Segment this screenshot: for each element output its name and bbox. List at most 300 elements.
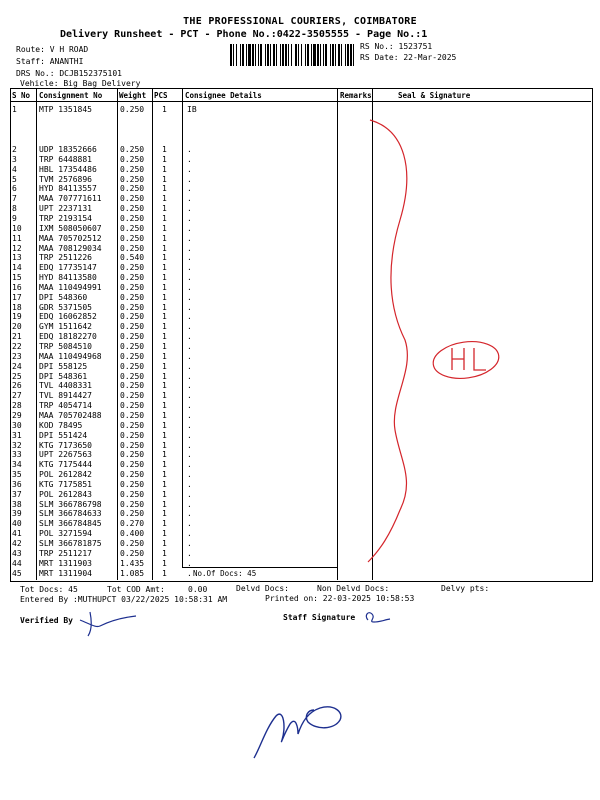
row-pcs: 1 xyxy=(162,233,167,243)
barcode-bar xyxy=(291,44,292,66)
row-weight: 0.250 xyxy=(120,174,145,184)
row-pcs: 1 xyxy=(162,253,167,263)
row-pcs: 1 xyxy=(162,361,167,371)
consignment-no: POL 3271594 xyxy=(39,529,92,539)
consignee-details: . xyxy=(187,489,192,499)
row-sno: 39 xyxy=(12,509,22,519)
barcode-bar xyxy=(330,44,331,66)
row-pcs: 1 xyxy=(162,292,167,302)
barcode-bar xyxy=(347,44,349,66)
row-sno: 10 xyxy=(12,223,22,233)
col-weight: Weight xyxy=(119,91,147,100)
row-weight: 0.250 xyxy=(120,548,145,558)
row-sno: 41 xyxy=(12,529,22,539)
row-sno: 5 xyxy=(12,174,17,184)
table-row xyxy=(0,263,600,273)
consignment-no: POL 2612843 xyxy=(39,489,92,499)
consignee-details: . xyxy=(187,292,192,302)
consignment-no: TRP 2511217 xyxy=(39,548,92,558)
table-row xyxy=(0,549,600,559)
row-pcs: 1 xyxy=(162,479,167,489)
consignee-details: . xyxy=(187,539,192,548)
row-sno: 6 xyxy=(12,184,17,194)
row-sno: 43 xyxy=(12,548,22,558)
consignment-no: GYM 1511642 xyxy=(39,322,92,332)
consignment-no: KOD 78495 xyxy=(39,420,83,430)
consignee-details: . xyxy=(187,509,192,519)
row-pcs: 1 xyxy=(162,204,167,214)
table-row xyxy=(0,312,600,322)
barcode-bar xyxy=(295,44,297,66)
row-weight: 0.250 xyxy=(120,410,145,420)
row-weight: 0.250 xyxy=(120,282,145,292)
consignment-no: EDQ 17735147 xyxy=(39,263,97,273)
consignee-details: . xyxy=(187,263,192,273)
barcode-bar xyxy=(323,44,324,66)
table-row xyxy=(0,509,600,519)
row-pcs: 1 xyxy=(162,460,167,470)
barcode-bar xyxy=(233,44,234,66)
table-row xyxy=(0,303,600,313)
row-pcs: 1 xyxy=(162,539,167,548)
consignee-details: . xyxy=(187,558,192,568)
consignee-details: . xyxy=(187,302,192,312)
row-weight: 0.250 xyxy=(120,440,145,450)
consignment-no: SLM 366781875 xyxy=(39,539,102,548)
table-row xyxy=(0,391,600,401)
table-row xyxy=(0,283,600,293)
row-weight: 0.250 xyxy=(120,164,145,174)
table-row xyxy=(0,214,600,224)
row-pcs: 1 xyxy=(162,391,167,401)
consignee-details: . xyxy=(187,529,192,539)
barcode-bar xyxy=(301,44,302,66)
barcode-bar xyxy=(307,44,309,66)
row-pcs: 1 xyxy=(162,548,167,558)
consignment-no: MAA 708129034 xyxy=(39,243,102,253)
row-weight: 0.250 xyxy=(120,233,145,243)
table-row xyxy=(0,194,600,204)
barcode-bar xyxy=(345,44,346,66)
row-sno: 20 xyxy=(12,322,22,332)
table-row xyxy=(0,362,600,372)
barcode-bar xyxy=(246,44,247,66)
consignment-no: HYD 84113557 xyxy=(39,184,97,194)
delvd-docs: Delvd Docs: xyxy=(236,584,289,593)
table-row xyxy=(0,529,600,539)
row-sno: 33 xyxy=(12,450,22,460)
row-weight: 0.250 xyxy=(120,450,145,460)
row-weight: 0.250 xyxy=(120,154,145,164)
row-weight: 0.250 xyxy=(120,243,145,253)
table-row xyxy=(0,569,600,579)
consignment-no: TVL 4408331 xyxy=(39,381,92,391)
consignee-details: . xyxy=(187,174,192,184)
row-pcs: 1 xyxy=(162,263,167,273)
row-weight: 0.250 xyxy=(120,509,145,519)
table-row xyxy=(0,204,600,214)
row-sno: 35 xyxy=(12,470,22,480)
consignee-details: . xyxy=(187,223,192,233)
row-weight: 0.250 xyxy=(120,312,145,322)
table-row xyxy=(0,155,600,165)
rs-date: RS Date: 22-Mar-2025 xyxy=(360,53,457,62)
barcode-bar xyxy=(240,44,241,66)
table-row xyxy=(0,244,600,254)
consignment-no: DPI 558125 xyxy=(39,361,88,371)
table-row xyxy=(0,175,600,185)
consignee-details: . xyxy=(187,401,192,411)
consignee-details: . xyxy=(187,184,192,194)
row-sno: 36 xyxy=(12,479,22,489)
row-pcs: 1 xyxy=(162,273,167,283)
consignee-details: . xyxy=(187,322,192,332)
consignee-details: . xyxy=(187,410,192,420)
consignee-details: . xyxy=(187,204,192,214)
table-row xyxy=(0,273,600,283)
row-weight: 0.250 xyxy=(120,479,145,489)
table-row xyxy=(0,441,600,451)
row-weight: 0.270 xyxy=(120,519,145,529)
consignee-details: . xyxy=(187,450,192,460)
tot-docs: Tot Docs: 45 xyxy=(20,585,78,594)
table-row xyxy=(0,342,600,352)
row-pcs: 1 xyxy=(162,145,167,154)
row-pcs: 1 xyxy=(162,154,167,164)
row-weight: 0.250 xyxy=(120,184,145,194)
delvy-pts: Delvy pts: xyxy=(441,584,490,593)
row-sno: 13 xyxy=(12,253,22,263)
row-pcs: 1 xyxy=(162,529,167,539)
table-row xyxy=(0,490,600,500)
barcode-bar xyxy=(267,44,269,66)
barcode-bar xyxy=(325,44,327,66)
row-weight: 0.250 xyxy=(120,194,145,204)
consignment-no: SLM 366784633 xyxy=(39,509,102,519)
row-sno: 45 xyxy=(12,568,22,578)
consignment-no: DPI 548360 xyxy=(39,292,88,302)
row-pcs: 1 xyxy=(162,410,167,420)
barcode-bar xyxy=(311,44,312,66)
barcode-bar xyxy=(260,44,262,66)
consignee-details: . xyxy=(187,312,192,322)
table-row xyxy=(0,322,600,332)
route-label: Route: V H ROAD xyxy=(16,45,89,54)
vehicle-label: Vehicle: Big Bag Delivery xyxy=(20,79,141,88)
table-row xyxy=(0,519,600,529)
consignee-details: . xyxy=(187,164,192,174)
row-sno: 1 xyxy=(12,105,17,114)
consignee-details: . xyxy=(187,381,192,391)
staff-signature xyxy=(362,606,392,626)
row-sno: 3 xyxy=(12,154,17,164)
row-pcs: 1 xyxy=(162,243,167,253)
row-weight: 0.250 xyxy=(120,460,145,470)
table-row xyxy=(0,293,600,303)
consignment-no: SLM 366786798 xyxy=(39,499,102,509)
row-pcs: 1 xyxy=(162,558,167,568)
consignment-no: UPT 2237131 xyxy=(39,204,92,214)
barcode-bar xyxy=(317,44,319,66)
no-of-docs: No.Of Docs: 45 xyxy=(193,569,257,578)
row-weight: 0.250 xyxy=(120,223,145,233)
row-weight: 0.250 xyxy=(120,263,145,273)
barcode-bar xyxy=(313,44,316,66)
row-weight: 0.250 xyxy=(120,371,145,381)
consignee-details: . xyxy=(187,430,192,440)
row-pcs: 1 xyxy=(162,519,167,529)
consignee-details: . xyxy=(187,154,192,164)
runsheet-subtitle: Delivery Runsheet - PCT - Phone No.:0422-3505555 - Page No.:1 xyxy=(60,29,428,40)
table-row xyxy=(0,165,600,175)
non-delvd-docs: Non Delvd Docs: xyxy=(317,584,390,593)
row-weight: 0.250 xyxy=(120,292,145,302)
row-sno: 24 xyxy=(12,361,22,371)
row-pcs: 1 xyxy=(162,322,167,332)
barcode-bar xyxy=(335,44,336,66)
table-row xyxy=(0,184,600,194)
row-sno: 11 xyxy=(12,233,22,243)
row-weight: 0.250 xyxy=(120,361,145,371)
table-row xyxy=(0,411,600,421)
table-row xyxy=(0,224,600,234)
row-sno: 4 xyxy=(12,164,17,174)
staff-label: Staff: ANANTHI xyxy=(16,57,84,66)
row-sno: 23 xyxy=(12,351,22,361)
row-sno: 16 xyxy=(12,282,22,292)
row-sno: 40 xyxy=(12,519,22,529)
row-weight: 0.400 xyxy=(120,529,145,539)
red-initials-stamp xyxy=(430,338,502,382)
row-sno: 18 xyxy=(12,302,22,312)
tot-cod-value: 0.00 xyxy=(188,585,208,594)
row-weight: 1.435 xyxy=(120,558,145,568)
barcode-bar xyxy=(282,44,284,66)
table-row xyxy=(0,381,600,391)
bottom-signature xyxy=(250,688,350,768)
staff-signature-label: Staff Signature xyxy=(283,613,356,622)
row-pcs: 1 xyxy=(162,332,167,342)
tot-cod-label: Tot COD Amt: xyxy=(107,585,165,594)
barcode-bar xyxy=(265,44,266,66)
consignment-no: TVL 8914427 xyxy=(39,391,92,401)
row-pcs: 1 xyxy=(162,420,167,430)
consignee-details: . xyxy=(187,351,192,361)
table-row xyxy=(0,450,600,460)
consignee-details: . xyxy=(187,253,192,263)
table-row xyxy=(0,234,600,244)
barcode-bar xyxy=(305,44,306,66)
consignee-details: . xyxy=(187,519,192,529)
table-row xyxy=(0,145,600,155)
row-sno: 38 xyxy=(12,499,22,509)
table-row xyxy=(0,332,600,342)
consignment-no: MAA 705702512 xyxy=(39,233,102,243)
consignment-no: KTG 7175851 xyxy=(39,479,92,489)
row-sno: 7 xyxy=(12,194,17,204)
consignment-no: MTP 1351845 xyxy=(39,105,92,114)
consignment-no: UDP 18352666 xyxy=(39,145,97,154)
consignment-no: HBL 17354486 xyxy=(39,164,97,174)
barcode-bar xyxy=(230,44,232,66)
consignment-no: KTG 7175444 xyxy=(39,460,92,470)
col-consignment: Consignment No xyxy=(39,91,103,100)
table-row xyxy=(0,539,600,549)
row-pcs: 1 xyxy=(162,499,167,509)
consignment-no: TVM 2576896 xyxy=(39,174,92,184)
consignee-details: . xyxy=(187,282,192,292)
col-pcs: PCS xyxy=(154,91,168,100)
consignment-no: MAA 110494991 xyxy=(39,282,102,292)
row-weight: 0.250 xyxy=(120,332,145,342)
table-row xyxy=(0,559,600,569)
row-weight: 0.250 xyxy=(120,489,145,499)
verified-signature xyxy=(78,608,138,640)
consignee-details: . xyxy=(187,342,192,351)
header-divider xyxy=(10,101,591,102)
consignee-details: . xyxy=(187,499,192,509)
consignment-no: TRP 4054714 xyxy=(39,401,92,411)
consignee-details: . xyxy=(187,479,192,489)
consignment-no: MAA 705702488 xyxy=(39,410,102,420)
row-pcs: 1 xyxy=(162,371,167,381)
barcode-bar xyxy=(242,44,244,66)
table-row xyxy=(0,421,600,431)
barcode-bar xyxy=(350,44,352,66)
row-pcs: 1 xyxy=(162,509,167,519)
consignment-no: EDQ 16062852 xyxy=(39,312,97,322)
barcode-bar xyxy=(276,44,277,66)
consignee-details: . xyxy=(187,273,192,283)
barcode-bar xyxy=(236,44,237,66)
row-pcs: 1 xyxy=(162,401,167,411)
row-sno: 37 xyxy=(12,489,22,499)
row-pcs: 1 xyxy=(162,568,167,578)
consignee-details: . xyxy=(187,440,192,450)
consignee-details: . xyxy=(187,213,192,223)
consignee-details: . xyxy=(187,460,192,470)
consignee-details: . xyxy=(187,233,192,243)
row-pcs: 1 xyxy=(162,213,167,223)
table-row xyxy=(0,372,600,382)
row-weight: 0.250 xyxy=(120,420,145,430)
row-pcs: 1 xyxy=(162,440,167,450)
row-weight: 0.250 xyxy=(120,539,145,548)
consignment-no: TRP 5084510 xyxy=(39,342,92,351)
table-row xyxy=(0,480,600,490)
barcode-bar xyxy=(252,44,254,66)
company-title: THE PROFESSIONAL COURIERS, COIMBATORE xyxy=(183,16,417,27)
row-weight: 0.250 xyxy=(120,470,145,480)
row-sno: 2 xyxy=(12,145,17,154)
red-pen-bracket xyxy=(360,110,420,570)
consignee-details: . xyxy=(187,568,192,578)
consignee-details: . xyxy=(187,371,192,381)
consignment-no: EDQ 18182270 xyxy=(39,332,97,342)
row-weight: 0.250 xyxy=(120,213,145,223)
row-pcs: 1 xyxy=(162,194,167,204)
row-weight: 0.250 xyxy=(120,204,145,214)
row-sno: 25 xyxy=(12,371,22,381)
entered-by: Entered By :MUTHUPCT 03/22/2025 10:58:31 AM xyxy=(20,595,228,604)
row-pcs: 1 xyxy=(162,430,167,440)
row-pcs: 1 xyxy=(162,351,167,361)
row-pcs: 1 xyxy=(162,450,167,460)
row-weight: 0.250 xyxy=(120,401,145,411)
consignment-no: UPT 2267563 xyxy=(39,450,92,460)
row-sno: 28 xyxy=(12,401,22,411)
table-row xyxy=(0,431,600,441)
consignment-no: TRP 6448881 xyxy=(39,154,92,164)
consignee-details: . xyxy=(187,361,192,371)
barcode xyxy=(230,44,354,66)
consignment-no: KTG 7173650 xyxy=(39,440,92,450)
row-sno: 9 xyxy=(12,213,17,223)
row-sno: 34 xyxy=(12,460,22,470)
barcode-bar xyxy=(332,44,334,66)
consignment-no: TRP 2511226 xyxy=(39,253,92,263)
row-pcs: 1 xyxy=(162,184,167,194)
printed-on: Printed on: 22-03-2025 10:58:53 xyxy=(265,594,415,603)
row-sno: 19 xyxy=(12,312,22,322)
row-weight: 0.250 xyxy=(120,105,145,114)
row-sno: 15 xyxy=(12,273,22,283)
row-weight: 0.250 xyxy=(120,273,145,283)
consignment-no: SLM 366784845 xyxy=(39,519,102,529)
rs-number: RS No.: 1523751 xyxy=(360,42,433,51)
row-weight: 0.250 xyxy=(120,430,145,440)
row-weight: 0.250 xyxy=(120,391,145,401)
row-weight: 0.250 xyxy=(120,302,145,312)
consignee-details: IB xyxy=(187,105,197,114)
row-sno: 26 xyxy=(12,381,22,391)
row-pcs: 1 xyxy=(162,223,167,233)
consignee-details: . xyxy=(187,243,192,253)
consignment-no: MRT 1311904 xyxy=(39,568,92,578)
consignee-details: . xyxy=(187,332,192,342)
barcode-bar xyxy=(255,44,256,66)
row-pcs: 1 xyxy=(162,489,167,499)
consignee-details: . xyxy=(187,391,192,401)
col-remarks: Remarks xyxy=(340,91,372,100)
row-weight: 0.540 xyxy=(120,253,145,263)
barcode-bar xyxy=(341,44,342,66)
consignment-no: MRT 1311903 xyxy=(39,558,92,568)
row-sno: 29 xyxy=(12,410,22,420)
row-pcs: 1 xyxy=(162,381,167,391)
verified-by-label: Verified By xyxy=(20,616,73,625)
consignment-no: MAA 110494968 xyxy=(39,351,102,361)
row-pcs: 1 xyxy=(162,174,167,184)
table-row xyxy=(0,470,600,480)
consignment-no: IXM 508050607 xyxy=(39,223,102,233)
consignment-no: GDR 5371505 xyxy=(39,302,92,312)
row-pcs: 1 xyxy=(162,342,167,351)
row-weight: 0.250 xyxy=(120,351,145,361)
row-sno: 12 xyxy=(12,243,22,253)
row-weight: 0.250 xyxy=(120,322,145,332)
barcode-bar xyxy=(270,44,271,66)
row-pcs: 1 xyxy=(162,282,167,292)
barcode-bar xyxy=(258,44,259,66)
consignee-details: . xyxy=(187,420,192,430)
row-pcs: 1 xyxy=(162,470,167,480)
barcode-bar xyxy=(298,44,299,66)
row-sno: 31 xyxy=(12,430,22,440)
consignee-details: . xyxy=(187,194,192,204)
row-sno: 44 xyxy=(12,558,22,568)
row-sno: 8 xyxy=(12,204,17,214)
